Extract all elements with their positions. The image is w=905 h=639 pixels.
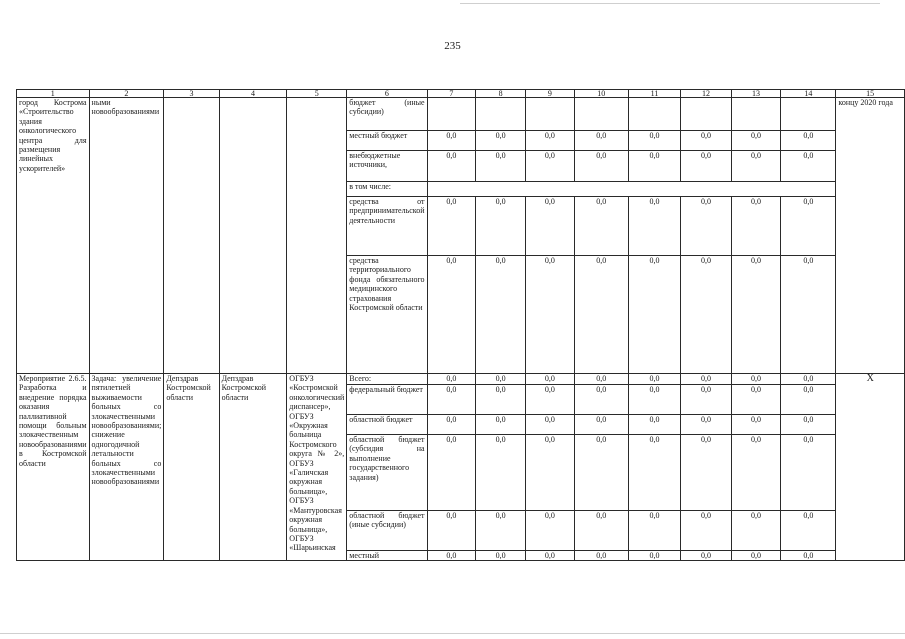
value-cell: 0,0: [476, 415, 526, 435]
value-cell: [731, 98, 781, 131]
block2-col4-cell: Депздрав Костромской области: [219, 374, 287, 561]
value-cell: 0,0: [628, 511, 680, 551]
value-cell: 0,0: [574, 256, 628, 374]
value-cell: 0,0: [731, 374, 781, 385]
value-cell: [781, 98, 836, 131]
header-cell-10: 10: [574, 90, 628, 98]
value-cell: 0,0: [427, 374, 476, 385]
header-cell-13: 13: [731, 90, 781, 98]
value-cell: 0,0: [681, 151, 732, 182]
value-cell: 0,0: [427, 256, 476, 374]
value-cell: 0,0: [781, 151, 836, 182]
col15-cell: [836, 256, 905, 374]
value-cell: 0,0: [427, 197, 476, 256]
funding-source-label: федеральный бюджет: [347, 385, 427, 415]
funding-source-label: местный бюджет: [347, 131, 427, 151]
value-cell: 0,0: [731, 385, 781, 415]
col15-cell: [836, 511, 905, 551]
header-cell-7: 7: [427, 90, 476, 98]
block1-col5-cell: [287, 98, 347, 374]
value-cell: 0,0: [574, 197, 628, 256]
col15-cell: [836, 435, 905, 511]
header-cell-6: 6: [347, 90, 427, 98]
col15-cell: [836, 415, 905, 435]
deadline-text: концу 2020 года: [838, 98, 893, 107]
header-cell-1: 1: [17, 90, 90, 98]
value-cell: 0,0: [628, 256, 680, 374]
block2-col3-cell: Депздрав Костромской области: [164, 374, 219, 561]
value-cell: 0,0: [731, 415, 781, 435]
value-cell: [427, 98, 476, 131]
col15-cell: [836, 131, 905, 151]
header-cell-9: 9: [525, 90, 574, 98]
value-cell: 0,0: [525, 385, 574, 415]
col15-cell: [836, 551, 905, 561]
funding-source-label: областной бюджет (иные субсидии): [347, 511, 427, 551]
value-cell: 0,0: [525, 256, 574, 374]
value-cell: 0,0: [574, 551, 628, 561]
value-cell: 0,0: [781, 511, 836, 551]
value-cell: 0,0: [525, 374, 574, 385]
value-cell: [628, 98, 680, 131]
value-cell: 0,0: [731, 197, 781, 256]
value-cell: 0,0: [574, 415, 628, 435]
value-cell: 0,0: [427, 511, 476, 551]
page-number: 235: [444, 40, 461, 52]
value-cell: 0,0: [574, 435, 628, 511]
value-cell: 0,0: [681, 197, 732, 256]
value-cell: 0,0: [681, 256, 732, 374]
value-cell: 0,0: [681, 374, 732, 385]
value-cell: 0,0: [731, 435, 781, 511]
funding-source-label: местный: [347, 551, 427, 561]
block1-col1-cell: город Кострома «Строительство здания онкологического центра для размещения линейных ускорителей»: [17, 98, 90, 374]
value-cell: 0,0: [628, 435, 680, 511]
value-cell: 0,0: [427, 131, 476, 151]
value-cell: 0,0: [628, 374, 680, 385]
value-cell: [681, 98, 732, 131]
value-cell: 0,0: [731, 256, 781, 374]
block1-col2-cell: ными новообразованиями: [89, 98, 164, 374]
funding-source-label: средства от предпринимательской деятельности: [347, 197, 427, 256]
value-cell: 0,0: [476, 551, 526, 561]
block2-col2-cell: Задача: увеличение пятилетней выживаемости больных со злокачественными новообразованиями; снижение одногодичной летальности больных со злокачественными новообразованиями: [89, 374, 164, 561]
value-cell: 0,0: [628, 551, 680, 561]
header-row: [17, 90, 905, 98]
value-cell: 0,0: [731, 131, 781, 151]
value-cell: 0,0: [731, 151, 781, 182]
header-cell-12: 12: [681, 90, 732, 98]
value-cell: 0,0: [427, 151, 476, 182]
block1-col3-cell: [164, 98, 219, 374]
value-cell: 0,0: [628, 415, 680, 435]
value-cell: 0,0: [427, 415, 476, 435]
scan-artifact-bottom: [0, 633, 905, 634]
value-cell: 0,0: [574, 151, 628, 182]
value-cell: 0,0: [476, 256, 526, 374]
header-cell-2: 2: [89, 90, 164, 98]
value-cell: 0,0: [525, 415, 574, 435]
value-cell: 0,0: [781, 256, 836, 374]
value-cell: 0,0: [476, 374, 526, 385]
value-cell: 0,0: [574, 511, 628, 551]
program-table: [16, 89, 905, 561]
value-cell: [476, 98, 526, 131]
block2-col1-cell: Мероприятие 2.6.5. Разработка и внедрение порядка оказания паллиативной помощи больным злокачественным новообразованиями в Костромской области: [17, 374, 90, 561]
funding-source-label: в том числе:: [347, 182, 427, 197]
col15-cell: [836, 197, 905, 256]
value-cell: 0,0: [525, 551, 574, 561]
value-cell: 0,0: [781, 551, 836, 561]
value-cell: [525, 98, 574, 131]
value-cell: 0,0: [628, 131, 680, 151]
value-cell: 0,0: [525, 131, 574, 151]
value-cell: 0,0: [731, 511, 781, 551]
header-cell-14: 14: [781, 90, 836, 98]
scan-artifact-top: [460, 3, 880, 4]
value-cell: 0,0: [731, 551, 781, 561]
value-cell: 0,0: [476, 511, 526, 551]
value-cell: 0,0: [427, 435, 476, 511]
header-cell-11: 11: [628, 90, 680, 98]
block2-row: [17, 374, 905, 385]
value-cell: 0,0: [781, 415, 836, 435]
col15-cell: [836, 374, 905, 385]
value-cell: 0,0: [681, 131, 732, 151]
header-cell-15: 15: [836, 90, 905, 98]
col15-cell: [836, 385, 905, 415]
header-cell-8: 8: [476, 90, 526, 98]
value-cell: 0,0: [427, 385, 476, 415]
value-cell: 0,0: [476, 197, 526, 256]
value-cell: 0,0: [781, 435, 836, 511]
value-cell: 0,0: [628, 197, 680, 256]
value-cell: 0,0: [681, 435, 732, 511]
funding-source-label: внебюджетные источники,: [347, 151, 427, 182]
value-cell: 0,0: [781, 374, 836, 385]
header-cell-5: 5: [287, 90, 347, 98]
block1-col4-cell: [219, 98, 287, 374]
value-cell: 0,0: [476, 131, 526, 151]
col15-cell: [836, 182, 905, 197]
header-cell-3: 3: [164, 90, 219, 98]
funding-source-label: областной бюджет (субсидия на выполнение государственного задания): [347, 435, 427, 511]
col15-cell: [836, 151, 905, 182]
x-mark: Х: [866, 373, 874, 384]
value-cell: 0,0: [574, 385, 628, 415]
funding-source-label: бюджет (иные субсидии): [347, 98, 427, 131]
funding-source-label: средства территориального фонда обязательного медицинского страхования Костромской области: [347, 256, 427, 374]
block2-col5-cell: ОГБУЗ «Костромской онкологический диспансер», ОГБУЗ «Окружная больница Костромского округа № 2», ОГБУЗ «Галичская окружная больница», ОГБУЗ «Мантуровская окружная больница», ОГБУЗ «Шарьинская: [287, 374, 347, 561]
value-cell: [574, 98, 628, 131]
value-cell: 0,0: [476, 151, 526, 182]
value-cell: 0,0: [681, 385, 732, 415]
value-cell: 0,0: [525, 197, 574, 256]
value-cell: 0,0: [781, 385, 836, 415]
value-cell: 0,0: [525, 151, 574, 182]
value-cell: 0,0: [525, 511, 574, 551]
funding-source-label: областной бюджет: [347, 415, 427, 435]
value-cell: 0,0: [574, 374, 628, 385]
value-cell: 0,0: [681, 511, 732, 551]
value-cell: 0,0: [476, 435, 526, 511]
header-cell-4: 4: [219, 90, 287, 98]
value-cell: 0,0: [681, 415, 732, 435]
value-cell: 0,0: [781, 197, 836, 256]
value-cell: 0,0: [476, 385, 526, 415]
empty-value-cell: [427, 182, 836, 197]
value-cell: 0,0: [628, 151, 680, 182]
value-cell: 0,0: [525, 435, 574, 511]
value-cell: 0,0: [574, 131, 628, 151]
value-cell: 0,0: [427, 551, 476, 561]
value-cell: 0,0: [628, 385, 680, 415]
block1-row: [17, 98, 905, 131]
value-cell: 0,0: [681, 551, 732, 561]
funding-source-label: Всего:: [347, 374, 427, 385]
col15-cell: [836, 98, 905, 131]
value-cell: 0,0: [781, 131, 836, 151]
